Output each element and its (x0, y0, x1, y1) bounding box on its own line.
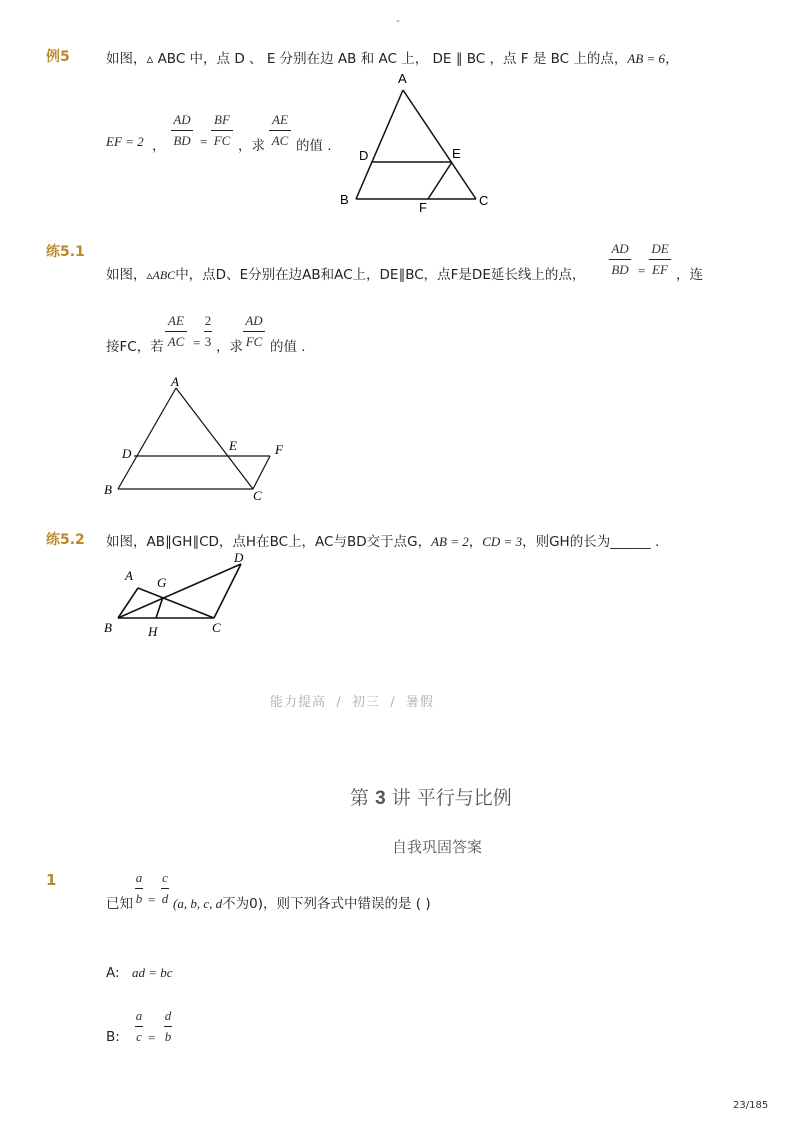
fraction-numerator: DE (651, 241, 669, 256)
fraction-denominator: b (164, 1029, 172, 1044)
fraction-numerator: AD (245, 313, 263, 328)
condition-vars: (a, b, c, d (173, 896, 223, 911)
text: 中，点D、E分别在边AB和AC上，DE∥BC，点F是DE延长线上的点， (175, 267, 586, 283)
fraction-de-ef (646, 239, 674, 280)
point-label-g: G (157, 575, 167, 590)
point-label-d: D (234, 550, 244, 565)
fraction-bf-fc (208, 110, 236, 151)
ask-text: ，求 (238, 138, 265, 154)
page-number: 23/185 (733, 1100, 769, 1111)
option-a-label: A: (106, 965, 120, 981)
fraction-2-3 (201, 311, 215, 352)
question-number: 1 (46, 871, 57, 889)
point-label-e: E (229, 438, 237, 453)
fraction-numerator: BF (214, 112, 230, 127)
example-5-label: 例5 (46, 49, 70, 65)
fraction-c-d (158, 868, 172, 909)
point-label-b: B (104, 482, 112, 497)
question-prefix: 已知 (106, 896, 133, 912)
equals-sign: = (148, 1030, 156, 1045)
text: ，则GH的长为 (522, 534, 611, 550)
fraction-numerator: a (135, 1008, 143, 1023)
chapter-title (350, 783, 512, 810)
chapter-prefix: 第 (350, 787, 370, 809)
fraction-numerator: 2 (204, 313, 212, 328)
text: ，求 (216, 339, 243, 355)
point-label-d: D (359, 148, 369, 163)
footer-course: 能力提高 (270, 695, 327, 710)
question-condition (173, 892, 431, 912)
equals-sign: = (193, 335, 201, 350)
ef-equation: EF = 2 (106, 134, 144, 149)
practice-5-2-figure (98, 548, 258, 648)
fraction-ae-ac (266, 110, 294, 151)
text: 如图， (106, 267, 147, 283)
fraction-denominator: AC (271, 133, 289, 148)
fraction-numerator: d (164, 1008, 172, 1023)
fraction-numerator: AD (611, 241, 629, 256)
point-label-d: D (122, 446, 132, 461)
point-label-c: C (212, 620, 221, 635)
example-5-line1 (106, 47, 679, 67)
point-label-f: F (419, 200, 427, 215)
point-label-b: B (104, 620, 112, 635)
ab-equation: AB = 6 (627, 51, 666, 66)
fraction-numerator: c (162, 870, 168, 885)
fraction-denominator: d (161, 891, 169, 906)
condition-text: 不为0) (222, 896, 263, 912)
footer-separator: / (336, 695, 342, 710)
segment-ab (118, 388, 176, 489)
point-label-h: H (148, 624, 158, 639)
question-tail: ，则下列各式中错误的是 ( ) (262, 896, 431, 912)
fraction-ad-fc (240, 311, 268, 352)
fraction-numerator: AD (173, 112, 191, 127)
practice-5-1-label: 练5.1 (46, 244, 85, 260)
example-5-text: 如图，▵ ABC 中，点 D 、 E 分别在边 AB 和 AC 上， DE ∥ BC ，点 F 是 BC 上的点， (106, 51, 628, 67)
punct: ， (468, 534, 483, 550)
fraction-a-b (132, 868, 146, 909)
equals-sign: = (638, 263, 646, 278)
page-footer (270, 691, 434, 710)
option-b-label: B: (106, 1029, 120, 1045)
chapter-number: 3 (375, 788, 386, 809)
segment-ac (403, 90, 476, 199)
fraction-numerator: AE (272, 112, 288, 127)
practice-5-2-text (106, 530, 659, 550)
practice-5-1-line1 (106, 263, 585, 283)
segment-fc (253, 456, 270, 489)
fraction-denominator: c (136, 1029, 142, 1044)
ask-end-text: 的值 . (296, 138, 332, 154)
segment-cd (214, 564, 241, 618)
practice-5-2-label: 练5.2 (46, 532, 85, 548)
text: 如图，AB∥GH∥CD，点H在BC上，AC与BD交于点G， (106, 534, 432, 550)
point-label-c: C (253, 488, 262, 503)
point-label-c: C (479, 193, 489, 208)
cd-equation: CD = 3 (482, 534, 523, 549)
fraction-ad-bd (168, 110, 196, 151)
equals-sign: = (148, 892, 156, 907)
footer-separator: / (390, 695, 396, 710)
text: 接FC，若 (106, 339, 164, 355)
example-5-figure (330, 68, 500, 216)
chapter-name: 讲 平行与比例 (391, 787, 512, 809)
fraction-denominator: FC (213, 133, 231, 148)
text: 的值 . (270, 339, 306, 355)
footer-grade: 初三 (351, 695, 380, 710)
fraction-denominator: BD (611, 262, 629, 277)
section-subtitle: 自我巩固答案 (392, 838, 483, 856)
point-label-a: A (171, 374, 179, 389)
fraction-numerator: AE (168, 313, 184, 328)
point-label-b: B (340, 192, 349, 207)
header-mark: - (396, 14, 400, 27)
punct: ， (665, 51, 679, 67)
fraction-numerator: a (135, 870, 143, 885)
point-label-f: F (275, 442, 283, 457)
ab-equation: AB = 2 (431, 534, 469, 549)
fraction-a-c (132, 1006, 146, 1047)
fraction-denominator: EF (652, 262, 668, 277)
fraction-denominator: b (135, 891, 143, 906)
text: ，连 (676, 267, 703, 283)
point-label-a: A (125, 568, 133, 583)
segment-ab (356, 90, 403, 199)
point-label-a: A (398, 71, 407, 86)
fraction-denominator: AC (167, 334, 185, 349)
segment-ac (176, 388, 253, 489)
segment-ef (428, 162, 452, 199)
fraction-ae-ac (162, 311, 190, 352)
fraction-d-b (161, 1006, 175, 1047)
punct: ， (152, 138, 166, 154)
option-a: ad = bc (132, 965, 173, 980)
fraction-ad-bd (606, 239, 634, 280)
equals-sign: = (200, 134, 208, 149)
fraction-denominator: BD (173, 133, 191, 148)
fraction-denominator: 3 (204, 334, 212, 349)
practice-5-1-figure (98, 372, 298, 504)
punct: . (650, 534, 660, 550)
answer-blank: ______ (610, 534, 651, 550)
triangle-abc: ▵ABC (146, 268, 176, 282)
fraction-denominator: FC (245, 334, 263, 349)
footer-term: 暑假 (405, 695, 434, 710)
point-label-e: E (452, 146, 461, 161)
